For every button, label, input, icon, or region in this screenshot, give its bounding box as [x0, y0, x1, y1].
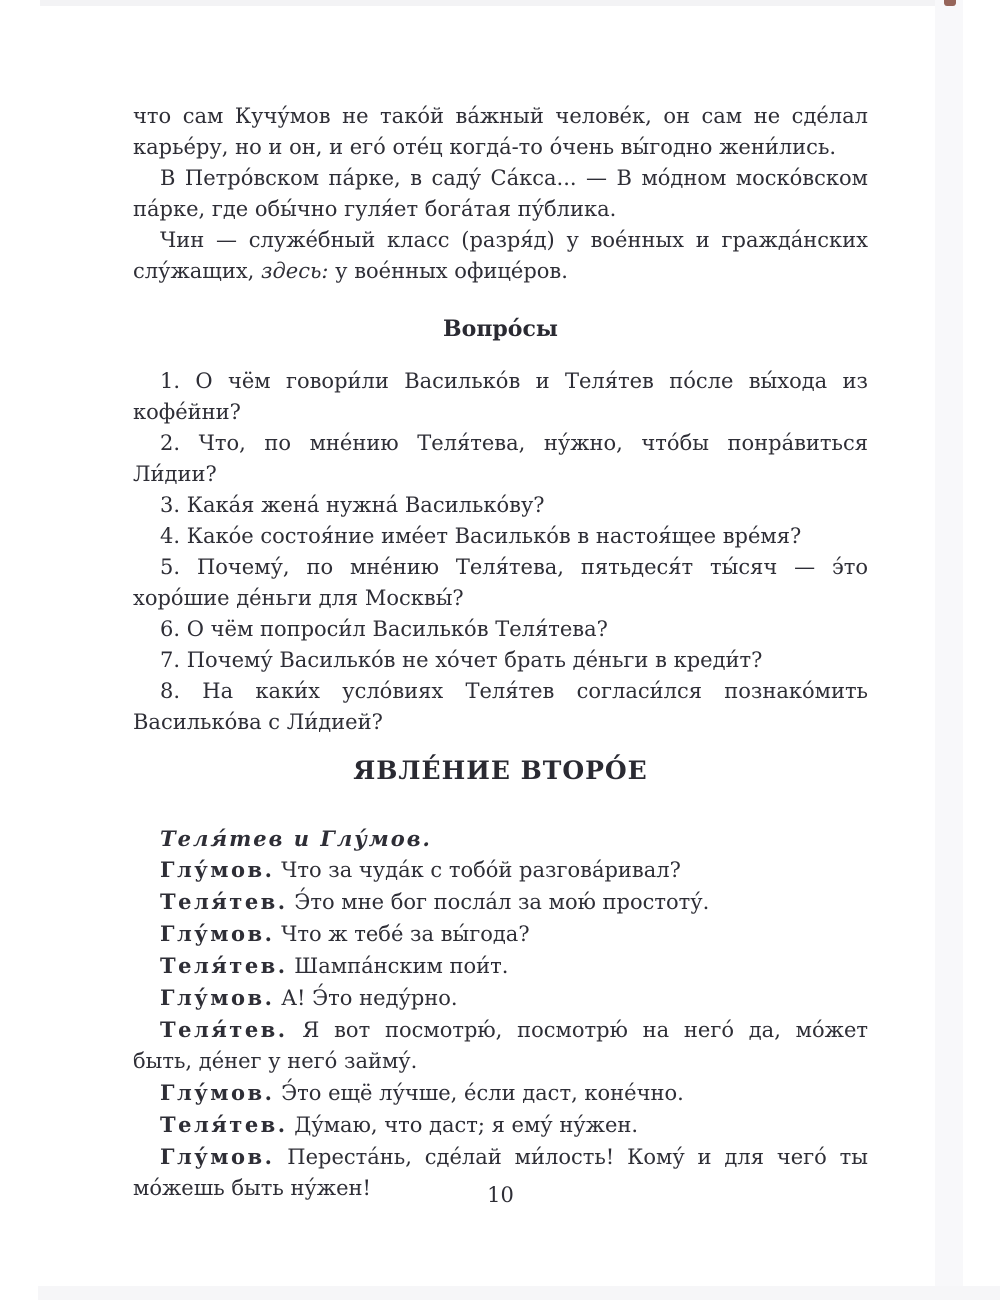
speaker-name: Глу́мов.	[160, 985, 275, 1010]
question-text: О чём попроси́л Василько́в Теля́тева?	[186, 617, 608, 641]
speaker-name: Теля́тев.	[160, 889, 288, 914]
question-number: 3.	[160, 493, 181, 517]
dialogue-line	[133, 854, 868, 886]
question-item	[133, 366, 868, 428]
question-text: Кака́я жена́ нужна́ Василько́ву?	[186, 493, 545, 517]
dialogue-text: Шампа́нским пои́т.	[294, 954, 509, 978]
dialogue-text: Что за чуда́к с тобо́й разгова́ривал?	[281, 858, 681, 882]
note-paragraph: В Петро́вском па́рке, в саду́ Са́кса... — В мо́дном моско́вском па́рке, где обы́чно гуля́ет бога́тая пу́блика.	[133, 166, 868, 221]
question-number: 1.	[160, 369, 181, 393]
speaker-name: Теля́тев.	[160, 953, 288, 978]
question-text: На каки́х усло́виях Теля́тев согласи́лся познако́мить Василько́ва с Ли́дией?	[133, 679, 868, 734]
question-number: 5.	[160, 555, 181, 579]
question-number: 6.	[160, 617, 181, 641]
question-number: 7.	[160, 648, 181, 672]
dialogue-line	[133, 1014, 868, 1077]
speaker-name: Теля́тев.	[160, 1017, 288, 1042]
dialogue-text: Переста́нь, сде́лай ми́лость! Кому́ и для чего́ ты мо́жешь быть ну́жен!	[133, 1145, 868, 1200]
question-number: 4.	[160, 524, 181, 548]
scene-heading: ЯВЛЕ́НИЕ ВТОРО́Е	[353, 756, 648, 785]
page-edge-shadow-right	[935, 0, 963, 1300]
speaker-name: Теля́тев.	[160, 1112, 288, 1137]
question-item	[133, 552, 868, 614]
question-text: Почему́ Василько́в не хо́чет брать де́ньги в креди́т?	[186, 648, 763, 672]
question-text: Почему́, по мне́нию Теля́тева, пятьдеся́т ты́сяч — э́то хоро́шие де́ньги для Москвы́?	[133, 555, 868, 610]
question-item	[133, 676, 868, 738]
speaker-name: Глу́мов.	[160, 1144, 275, 1169]
red-corner-mark	[944, 0, 956, 6]
text-block	[133, 101, 868, 1204]
questions-heading: Вопро́сы	[443, 316, 558, 342]
dialogue-line	[133, 1109, 868, 1141]
note-paragraph: что сам Кучу́мов не тако́й ва́жный челове́к, он сам не сде́лал карье́ру, но и он, и его́ оте́ц когда́-то о́чень вы́годно жени́лись.	[133, 104, 868, 159]
question-item	[133, 428, 868, 490]
dialogue-line	[133, 950, 868, 982]
dialogue-text: Я вот посмотрю́, посмотрю́ на него́ да, мо́жет быть, де́нег у него́ займу́.	[133, 1018, 868, 1073]
chin-note-post: у вое́нных офице́ров.	[328, 259, 568, 283]
question-text: Како́е состоя́ние име́ет Василько́в в настоя́щее вре́мя?	[186, 524, 802, 548]
question-number: 2.	[160, 431, 181, 455]
question-item	[133, 645, 868, 676]
question-item	[133, 521, 868, 552]
chin-note-pre: Чин — служе́бный класс (разря́д) у вое́нных и гражда́нских слу́жащих,	[133, 228, 868, 283]
note-paragraph-chin	[133, 225, 868, 287]
dialogue-line	[133, 1077, 868, 1109]
page-edge-shadow-bottom	[38, 1286, 1000, 1300]
speaker-name: Глу́мов.	[160, 857, 275, 882]
question-item	[133, 614, 868, 645]
dialogue-text: Э́то ещё лу́чше, е́сли даст, коне́чно.	[281, 1081, 684, 1105]
page-edge-shadow-top	[40, 0, 948, 6]
question-text: Что, по мне́нию Теля́тева, ну́жно, что́бы понра́виться Ли́дии?	[133, 431, 868, 486]
page-number: 10	[487, 1183, 514, 1207]
question-item	[133, 490, 868, 521]
dialogue-line	[133, 918, 868, 950]
dialogue-line	[133, 982, 868, 1014]
dialogue-text: Э́то мне бог посла́л за мою́ простоту́.	[294, 890, 710, 914]
stage-direction: Теля́тев и Глу́мов.	[160, 826, 432, 851]
chin-note-italic: здесь:	[261, 259, 329, 283]
question-number: 8.	[160, 679, 181, 703]
dialogue-text: А! Э́то неду́рно.	[281, 986, 458, 1010]
speaker-name: Глу́мов.	[160, 1080, 275, 1105]
dialogue-text: Что ж тебе́ за вы́года?	[281, 922, 530, 946]
dialogue-text: Ду́маю, что даст; я ему́ ну́жен.	[294, 1113, 639, 1137]
dialogue-line	[133, 886, 868, 918]
speaker-name: Глу́мов.	[160, 921, 275, 946]
question-text: О чём говори́ли Василько́в и Теля́тев по́сле вы́хода из кофе́йни?	[133, 369, 868, 424]
